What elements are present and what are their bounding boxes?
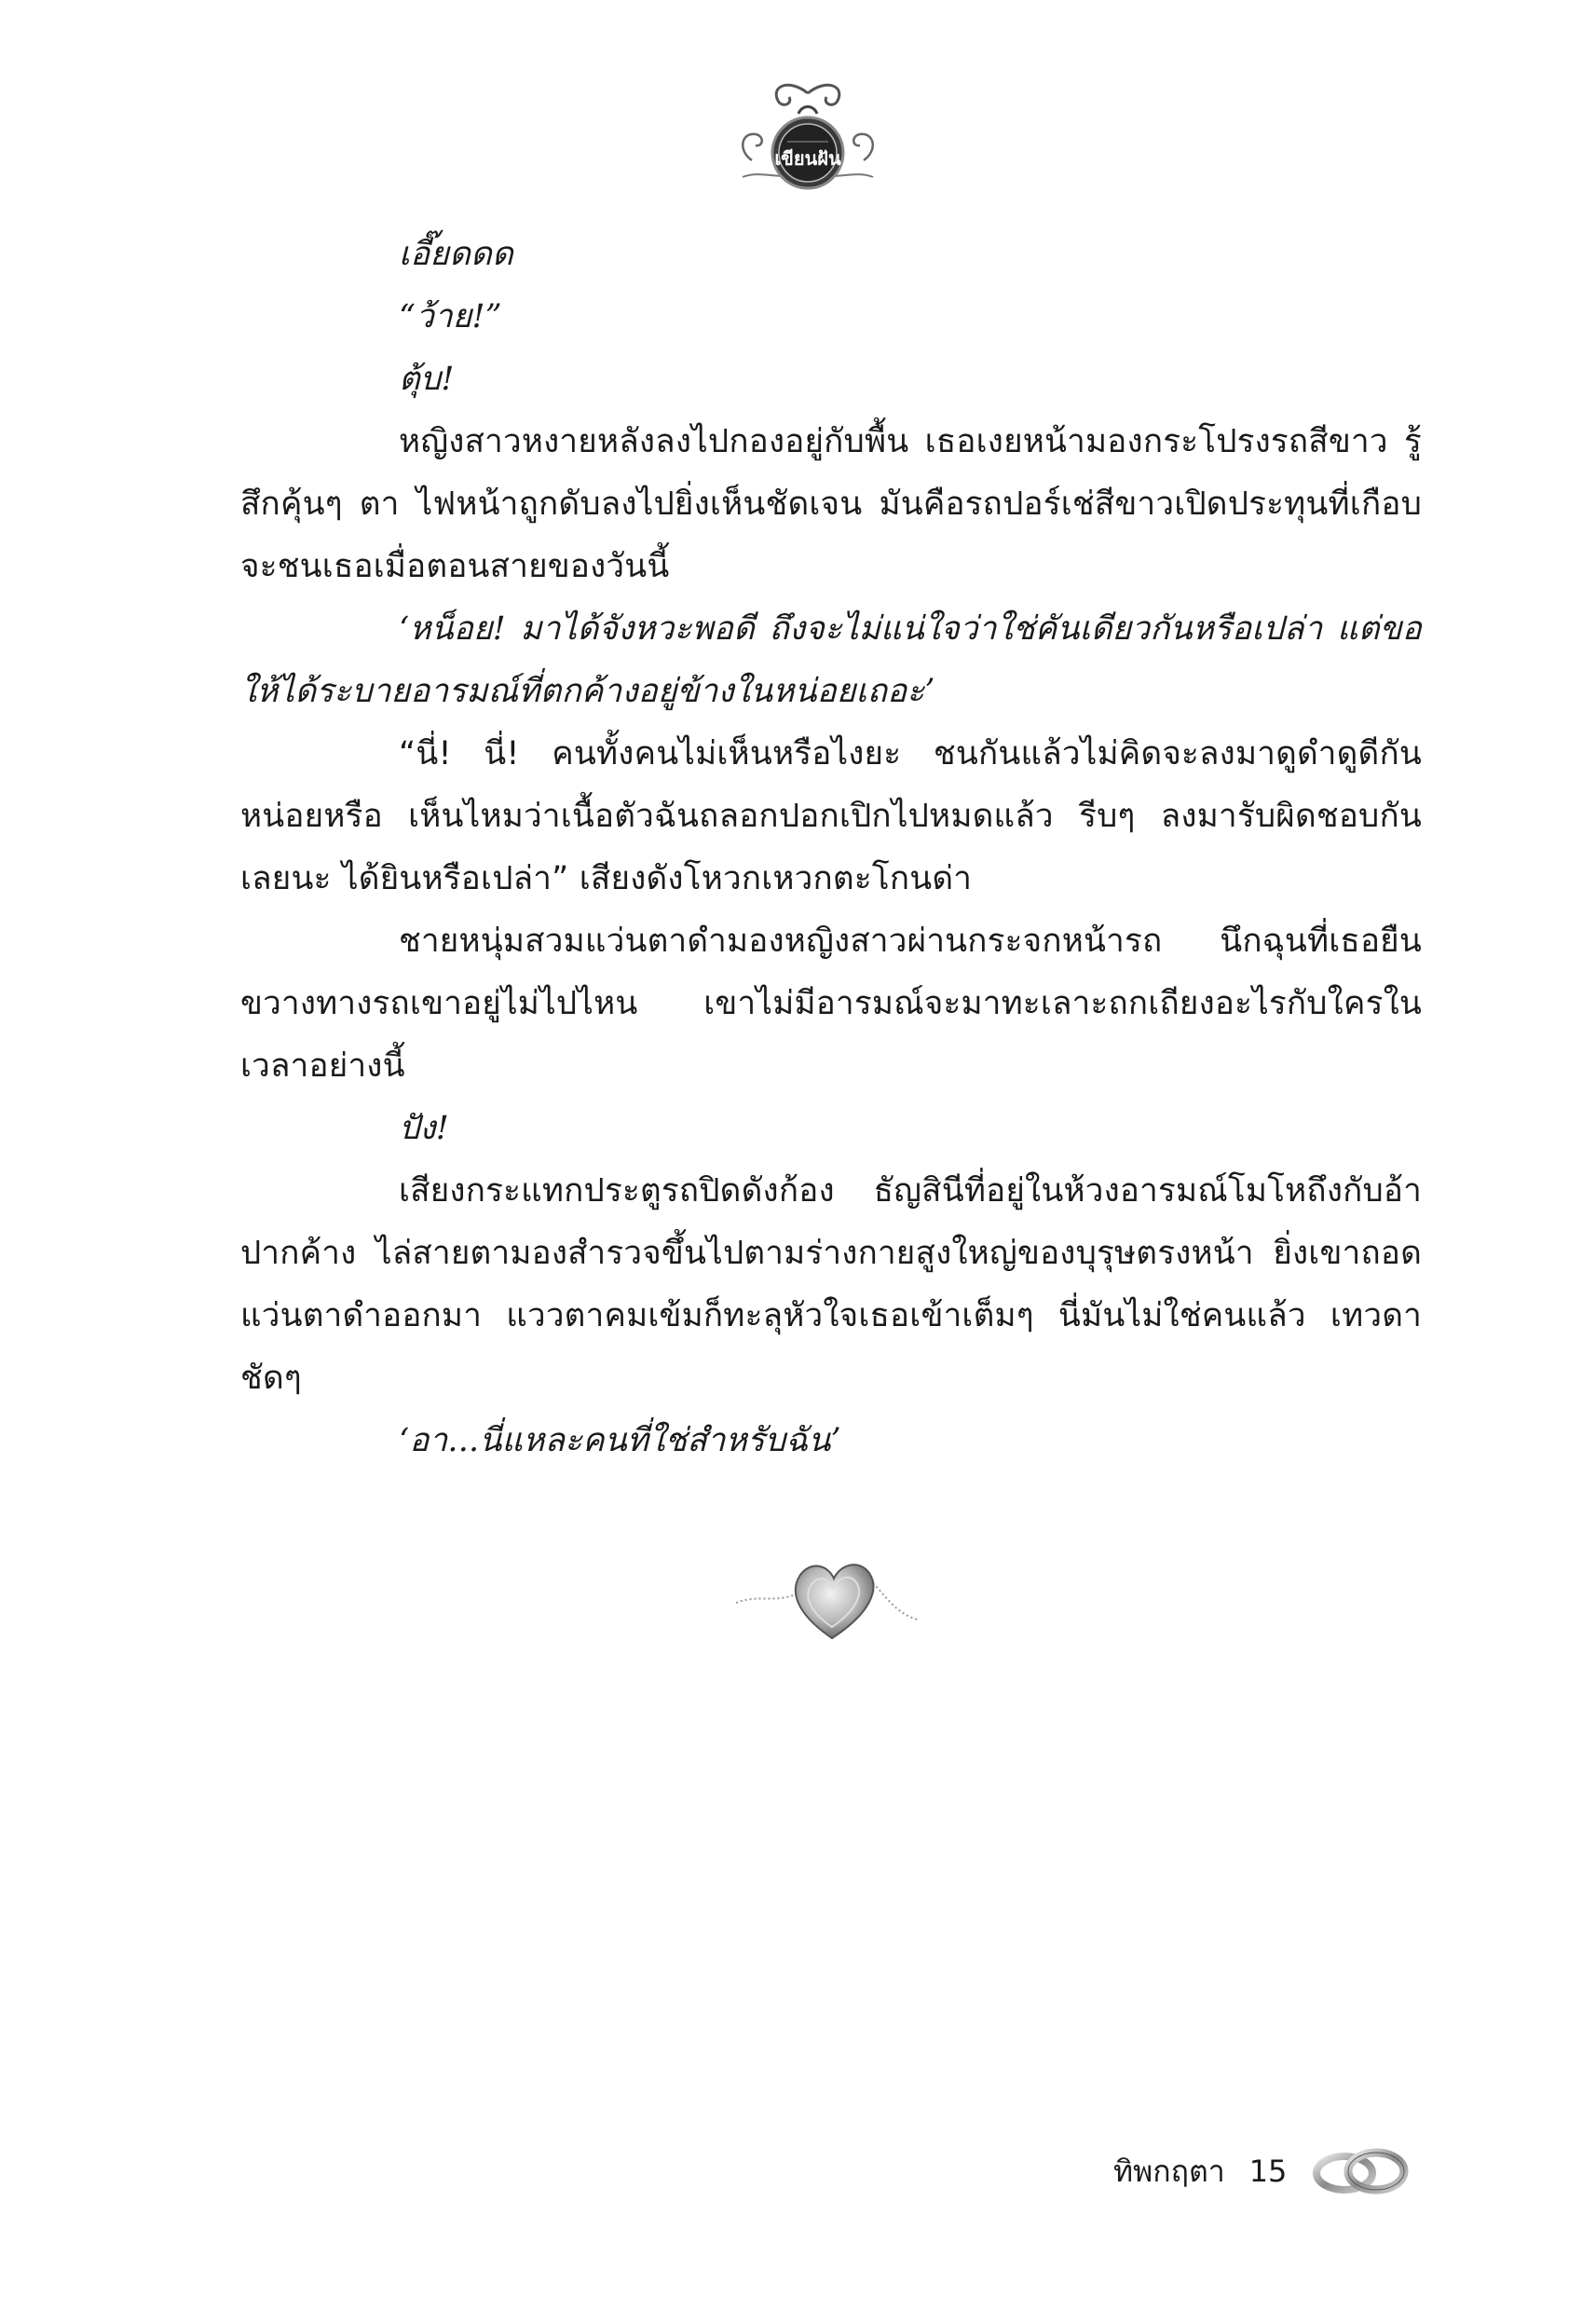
paragraph: “นี่! นี่! คนทั้งคนไม่เห็นหรือไงยะ ชนกันแล้วไม่คิดจะลงมาดูดำดูดีกันหน่อยหรือ เห็นไหมว่าเนื้อตัวฉันถลอกปอกเปิกไปหมดแล้ว รีบๆ ลงมารับผิดชอบกันเลยนะ ได้ยินหรือเปล่า” เสียงดังโหวกเหวกตะโกนด่า — [240, 735, 1422, 897]
paragraph: เสียงกระแทกประตูรถปิดดังก้อง ธัญสินีที่อยู่ในห้วงอารมณ์โมโหถึงกับอ้าปากค้าง ไล่สายตามองสำรวจขึ้นไปตามร่างกายสูงใหญ่ของบุรุษตรงหน้า ยิ่งเขาถอดแว่นตาดำออกมา แววตาคมเข้มก็ทะลุหัวใจเธอเข้าเต็มๆ นี่มันไม่ใช่คนแล้ว เทวดาชัดๆ — [240, 1172, 1422, 1397]
wedding-rings-icon — [1309, 2143, 1412, 2199]
ornate-crest-icon — [733, 76, 882, 202]
section-divider-ornament — [731, 1538, 936, 1654]
logo-text: เขียนฝัน — [774, 147, 841, 170]
paragraph: “ว้าย!” — [399, 298, 502, 335]
book-title: ทิพกฤตา — [1113, 2153, 1225, 2189]
page-footer — [1113, 2143, 1412, 2199]
header-logo — [733, 76, 882, 202]
paragraph: หญิงสาวหงายหลังลงไปกองอยู่กับพื้น เธอเงยหน้ามองกระโปรงรถสีขาว รู้สึกคุ้นๆ ตา ไฟหน้าถูกดับลงไปยิ่งเห็นชัดเจน มันคือรถปอร์เช่สีขาวเปิดประทุนที่เกือบจะชนเธอเมื่อตอนสายของวันนี้ — [240, 423, 1422, 585]
paragraph: ‘อา...นี่แหละคนที่ใช่สำหรับฉัน’ — [399, 1422, 841, 1459]
paragraph: ตุ้บ! — [399, 361, 455, 398]
page-number: 15 — [1248, 2154, 1288, 2189]
paragraph: เอี๊ยดดด — [399, 236, 513, 273]
paragraph: ‘หน็อย! มาได้จังหวะพอดี ถึงจะไม่แน่ใจว่าใช่คันเดียวกันหรือเปล่า แต่ขอให้ได้ระบายอารมณ์ที่ตกค้างอยู่ข้างในหน่อยเถอะ’ — [240, 610, 1422, 710]
heart-locket-icon — [731, 1538, 936, 1654]
chapter-body — [240, 224, 1422, 1472]
paragraph: ปัง! — [399, 1110, 449, 1147]
paragraph: ชายหนุ่มสวมแว่นตาดำมองหญิงสาวผ่านกระจกหน้ารถ นึกฉุนที่เธอยืนขวางทางรถเขาอยู่ไม่ไปไหน เขาไม่มีอารมณ์จะมาทะเลาะถกเถียงอะไรกับใครในเวลาอย่างนี้ — [240, 923, 1422, 1085]
